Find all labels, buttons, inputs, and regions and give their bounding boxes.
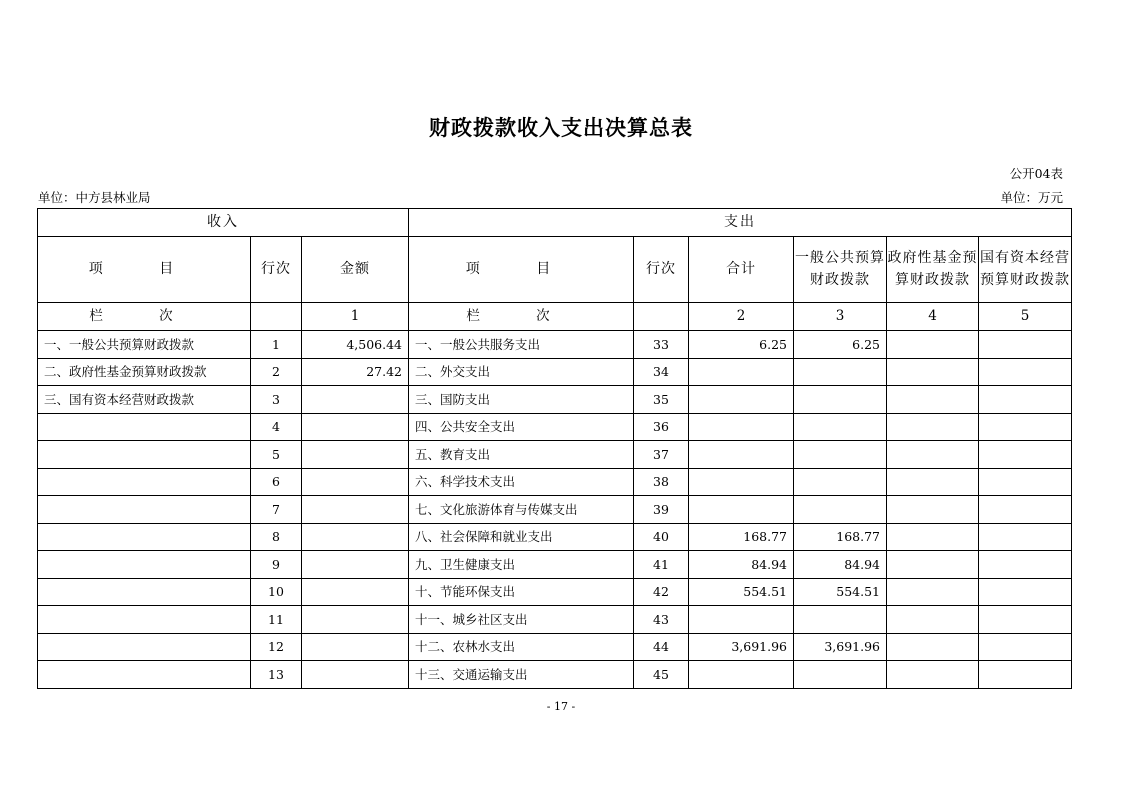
income-item-cell — [38, 413, 251, 441]
index-gov-fund: 4 — [887, 303, 979, 331]
general-budget-cell: 554.51 — [794, 578, 887, 606]
state-capital-cell — [979, 331, 1072, 359]
state-capital-cell — [979, 441, 1072, 469]
income-item-header: 项 目 — [38, 237, 251, 303]
index-blank-right — [634, 303, 689, 331]
gov-fund-cell — [887, 633, 979, 661]
state-capital-cell — [979, 358, 1072, 386]
gov-fund-cell — [887, 468, 979, 496]
gov-fund-cell — [887, 496, 979, 524]
income-line-cell: 8 — [251, 523, 302, 551]
income-line-cell: 4 — [251, 413, 302, 441]
income-line-cell: 7 — [251, 496, 302, 524]
general-budget-cell — [794, 441, 887, 469]
income-line-cell: 2 — [251, 358, 302, 386]
income-line-cell: 3 — [251, 386, 302, 414]
table-row — [38, 331, 1072, 359]
income-item-cell — [38, 441, 251, 469]
expense-item-header: 项 目 — [409, 237, 634, 303]
income-amount-cell: 4,506.44 — [302, 331, 409, 359]
column-index-row — [38, 303, 1072, 331]
expense-item-cell: 二、外交支出 — [409, 358, 634, 386]
gov-fund-cell — [887, 661, 979, 689]
index-state-capital: 5 — [979, 303, 1072, 331]
income-line-cell: 13 — [251, 661, 302, 689]
income-amount-cell — [302, 413, 409, 441]
total-cell — [689, 496, 794, 524]
general-budget-cell: 6.25 — [794, 331, 887, 359]
income-amount-cell — [302, 551, 409, 579]
income-item-cell — [38, 661, 251, 689]
general-budget-cell: 168.77 — [794, 523, 887, 551]
total-cell — [689, 441, 794, 469]
table-row — [38, 661, 1072, 689]
gov-fund-cell — [887, 358, 979, 386]
expense-line-cell: 42 — [634, 578, 689, 606]
expense-item-cell: 一、一般公共服务支出 — [409, 331, 634, 359]
gov-fund-cell — [887, 578, 979, 606]
expense-line-cell: 39 — [634, 496, 689, 524]
page-title: 财政拨款收入支出决算总表 — [429, 116, 693, 140]
table-row — [38, 358, 1072, 386]
expense-line-cell: 40 — [634, 523, 689, 551]
expense-item-cell: 九、卫生健康支出 — [409, 551, 634, 579]
general-budget-cell — [794, 606, 887, 634]
general-budget-cell — [794, 386, 887, 414]
expense-line-cell: 41 — [634, 551, 689, 579]
state-capital-cell — [979, 578, 1072, 606]
income-amount-cell — [302, 468, 409, 496]
state-capital-cell — [979, 468, 1072, 496]
budget-table — [37, 208, 1072, 689]
income-line-cell: 1 — [251, 331, 302, 359]
table-body — [38, 209, 1072, 689]
total-cell — [689, 413, 794, 441]
expense-item-cell: 十一、城乡社区支出 — [409, 606, 634, 634]
expense-line-cell: 38 — [634, 468, 689, 496]
state-capital-header: 国有资本经营预算财政拨款 — [979, 237, 1072, 303]
table-row — [38, 633, 1072, 661]
gov-fund-cell — [887, 413, 979, 441]
table-row — [38, 413, 1072, 441]
general-budget-cell: 3,691.96 — [794, 633, 887, 661]
reporting-unit: 单位：中方县林业局 — [38, 190, 151, 205]
table-row — [38, 606, 1072, 634]
expense-section-header: 支出 — [409, 209, 1072, 237]
expense-line-cell: 44 — [634, 633, 689, 661]
total-cell — [689, 358, 794, 386]
general-budget-cell — [794, 358, 887, 386]
table-row — [38, 496, 1072, 524]
state-capital-cell — [979, 386, 1072, 414]
expense-line-cell: 36 — [634, 413, 689, 441]
income-section-header: 收入 — [38, 209, 409, 237]
income-line-cell: 10 — [251, 578, 302, 606]
income-amount-cell — [302, 661, 409, 689]
expense-item-cell: 六、科学技术支出 — [409, 468, 634, 496]
income-amount-cell — [302, 606, 409, 634]
income-amount-cell: 27.42 — [302, 358, 409, 386]
table-row — [38, 523, 1072, 551]
gov-fund-cell — [887, 606, 979, 634]
income-line-cell: 11 — [251, 606, 302, 634]
expense-item-cell: 八、社会保障和就业支出 — [409, 523, 634, 551]
expense-line-cell: 43 — [634, 606, 689, 634]
income-line-cell: 5 — [251, 441, 302, 469]
income-line-cell: 9 — [251, 551, 302, 579]
general-budget-header: 一般公共预算财政拨款 — [794, 237, 887, 303]
expense-item-cell: 十三、交通运输支出 — [409, 661, 634, 689]
gov-fund-cell — [887, 551, 979, 579]
total-cell — [689, 606, 794, 634]
income-amount-header: 金额 — [302, 237, 409, 303]
expense-line-header: 行次 — [634, 237, 689, 303]
expense-item-cell: 五、教育支出 — [409, 441, 634, 469]
total-cell: 554.51 — [689, 578, 794, 606]
table-row — [38, 578, 1072, 606]
form-code: 公开04表 — [1009, 166, 1063, 181]
total-cell — [689, 468, 794, 496]
expense-line-cell: 45 — [634, 661, 689, 689]
page-number: - 17 - — [546, 700, 576, 713]
income-line-cell: 12 — [251, 633, 302, 661]
expense-line-cell: 34 — [634, 358, 689, 386]
income-item-cell — [38, 496, 251, 524]
table-row — [38, 551, 1072, 579]
state-capital-cell — [979, 523, 1072, 551]
state-capital-cell — [979, 413, 1072, 441]
total-cell: 84.94 — [689, 551, 794, 579]
general-budget-cell — [794, 468, 887, 496]
table-row — [38, 441, 1072, 469]
gov-fund-cell — [887, 386, 979, 414]
currency-unit: 单位：万元 — [1000, 190, 1063, 205]
table-row — [38, 386, 1072, 414]
gov-fund-cell — [887, 523, 979, 551]
income-item-cell: 二、政府性基金预算财政拨款 — [38, 358, 251, 386]
expense-item-cell: 七、文化旅游体育与传媒支出 — [409, 496, 634, 524]
income-item-cell — [38, 578, 251, 606]
income-amount-cell — [302, 441, 409, 469]
total-cell — [689, 386, 794, 414]
income-item-cell — [38, 551, 251, 579]
income-item-cell — [38, 523, 251, 551]
total-cell: 168.77 — [689, 523, 794, 551]
gov-fund-header: 政府性基金预算财政拨款 — [887, 237, 979, 303]
expense-item-cell: 十、节能环保支出 — [409, 578, 634, 606]
total-cell — [689, 661, 794, 689]
general-budget-cell — [794, 661, 887, 689]
gov-fund-cell — [887, 331, 979, 359]
expense-item-cell: 三、国防支出 — [409, 386, 634, 414]
income-item-cell — [38, 606, 251, 634]
income-amount-cell — [302, 578, 409, 606]
general-budget-cell — [794, 496, 887, 524]
index-amount: 1 — [302, 303, 409, 331]
income-line-cell: 6 — [251, 468, 302, 496]
section-header-row — [38, 209, 1072, 237]
expense-item-cell: 四、公共安全支出 — [409, 413, 634, 441]
income-item-cell — [38, 633, 251, 661]
total-header: 合计 — [689, 237, 794, 303]
total-cell: 3,691.96 — [689, 633, 794, 661]
state-capital-cell — [979, 496, 1072, 524]
income-item-cell — [38, 468, 251, 496]
income-line-header: 行次 — [251, 237, 302, 303]
income-amount-cell — [302, 496, 409, 524]
income-amount-cell — [302, 386, 409, 414]
index-label-left: 栏 次 — [38, 303, 251, 331]
expense-line-cell: 37 — [634, 441, 689, 469]
index-label-right: 栏 次 — [409, 303, 634, 331]
income-item-cell: 一、一般公共预算财政拨款 — [38, 331, 251, 359]
income-amount-cell — [302, 523, 409, 551]
income-amount-cell — [302, 633, 409, 661]
general-budget-cell — [794, 413, 887, 441]
gov-fund-cell — [887, 441, 979, 469]
state-capital-cell — [979, 633, 1072, 661]
index-total: 2 — [689, 303, 794, 331]
table-row — [38, 468, 1072, 496]
expense-line-cell: 33 — [634, 331, 689, 359]
income-item-cell: 三、国有资本经营财政拨款 — [38, 386, 251, 414]
state-capital-cell — [979, 606, 1072, 634]
expense-item-cell: 十二、农林水支出 — [409, 633, 634, 661]
state-capital-cell — [979, 551, 1072, 579]
column-header-row — [38, 237, 1072, 303]
expense-line-cell: 35 — [634, 386, 689, 414]
general-budget-cell: 84.94 — [794, 551, 887, 579]
state-capital-cell — [979, 661, 1072, 689]
index-blank-left — [251, 303, 302, 331]
total-cell: 6.25 — [689, 331, 794, 359]
index-general: 3 — [794, 303, 887, 331]
